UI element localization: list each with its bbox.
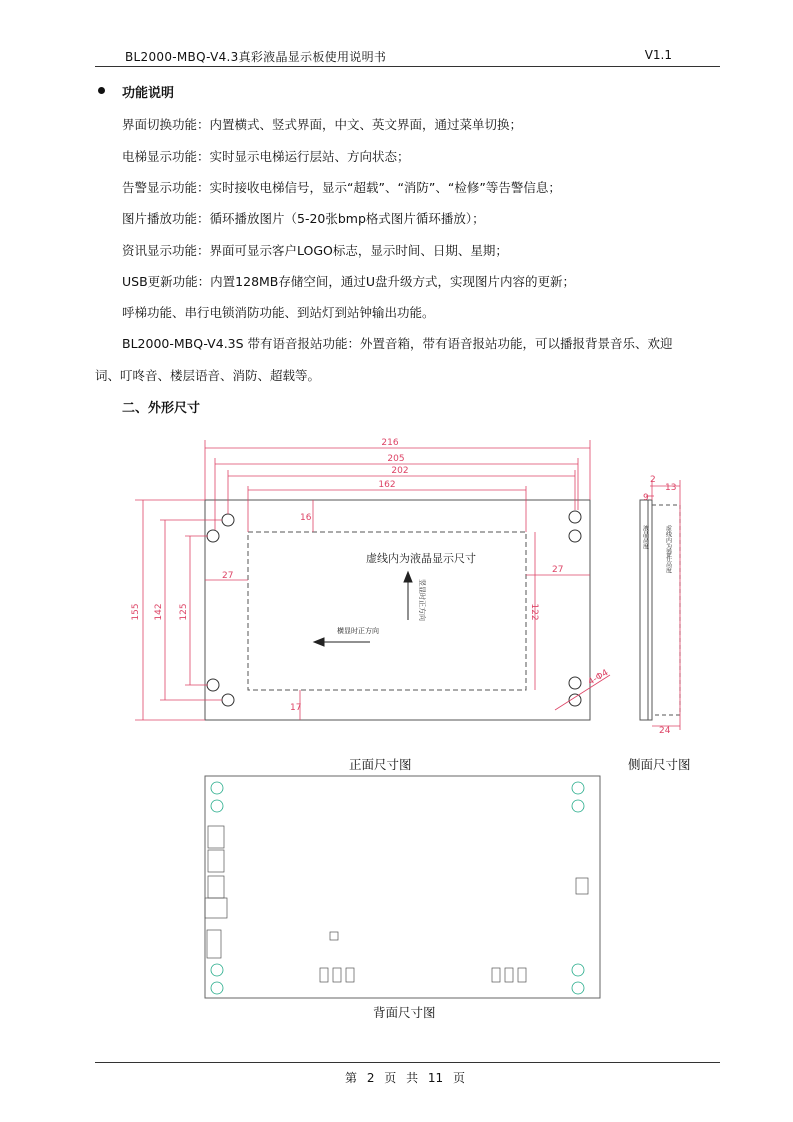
dim-205: 205 [387, 454, 405, 464]
dim-hole: 4-Φ4 [586, 668, 611, 688]
document-title: BL2000-MBQ-V4.3真彩液晶显示板使用说明书 [125, 50, 387, 64]
voice-feature-line: BL2000-MBQ-V4.3S 带有语音报站功能：外置音箱，带有语音报站功能，可以播报背景音乐、欢迎 [122, 336, 673, 351]
feature-line: 呼梯功能、串行电锁消防功能、到站灯到站钟输出功能。 [122, 305, 435, 320]
dim-16: 16 [300, 513, 312, 523]
front-drawing-caption: 正面尺寸图 [349, 757, 412, 772]
back-view-drawing [200, 770, 610, 1000]
feature-line: 告警显示功能：实时接收电梯信号，显示“超载”、“消防”、“检修”等告警信息； [122, 180, 561, 195]
side-drawing-caption: 侧面尺寸图 [628, 757, 691, 772]
left-arrow-icon [314, 638, 324, 646]
side-label-component-height: 虚线内为器件高度 [664, 525, 672, 573]
side-dim-2: 2 [650, 475, 656, 485]
dim-142: 142 [154, 603, 164, 621]
document-version: V1.1 [644, 48, 672, 62]
side-dim-24: 24 [659, 726, 671, 736]
dim-27-left: 27 [222, 571, 234, 581]
side-dim-13: 13 [665, 483, 677, 493]
feature-line: 图片播放功能：循环播放图片（5-20张bmp格式图片循环播放）； [122, 211, 485, 226]
dim-202: 202 [391, 466, 409, 476]
dim-216: 216 [381, 438, 399, 448]
dim-125: 125 [179, 603, 189, 621]
dim-17: 17 [290, 703, 302, 713]
feature-line: USB更新功能：内置128MB存储空间，通过U盘升级方式，实现图片内容的更新； [122, 274, 576, 289]
section-heading-dimensions: 二、外形尺寸 [122, 401, 201, 416]
lcd-area-label: 虚线内为液晶显示尺寸 [366, 552, 476, 565]
side-dimension-drawing [630, 476, 690, 736]
feature-line: 界面切换功能：内置横式、竖式界面，中文、英文界面，通过菜单切换； [122, 117, 523, 132]
dim-27-right: 27 [552, 565, 564, 575]
up-arrow-icon [404, 572, 412, 582]
page-number: 第 2 页 共 11 页 [345, 1071, 465, 1085]
section-heading-functions: 功能说明 [122, 86, 175, 101]
back-drawing-caption: 背面尺寸图 [373, 1005, 436, 1020]
feature-line: 资讯显示功能：界面可显示客户LOGO标志，显示时间、日期、星期； [122, 243, 508, 258]
side-dim-9: 9 [643, 493, 649, 503]
horizontal-direction-label: 横显时正方向 [337, 627, 379, 635]
dim-162: 162 [378, 480, 396, 490]
voice-feature-line-cont: 词、叮咚音、楼层语音、消防、超载等。 [95, 368, 321, 383]
side-label-lcd-height: 液晶高度 [641, 525, 649, 549]
dim-122: 122 [529, 603, 539, 621]
front-dimension-drawing [120, 432, 611, 732]
dim-155: 155 [131, 603, 141, 621]
feature-line: 电梯显示功能：实时显示电梯运行层站、方向状态； [122, 149, 410, 164]
bullet-icon [98, 87, 105, 94]
page-header [95, 44, 720, 67]
page-footer [95, 1062, 720, 1085]
vertical-direction-label: 竖显时正方向 [418, 579, 426, 621]
